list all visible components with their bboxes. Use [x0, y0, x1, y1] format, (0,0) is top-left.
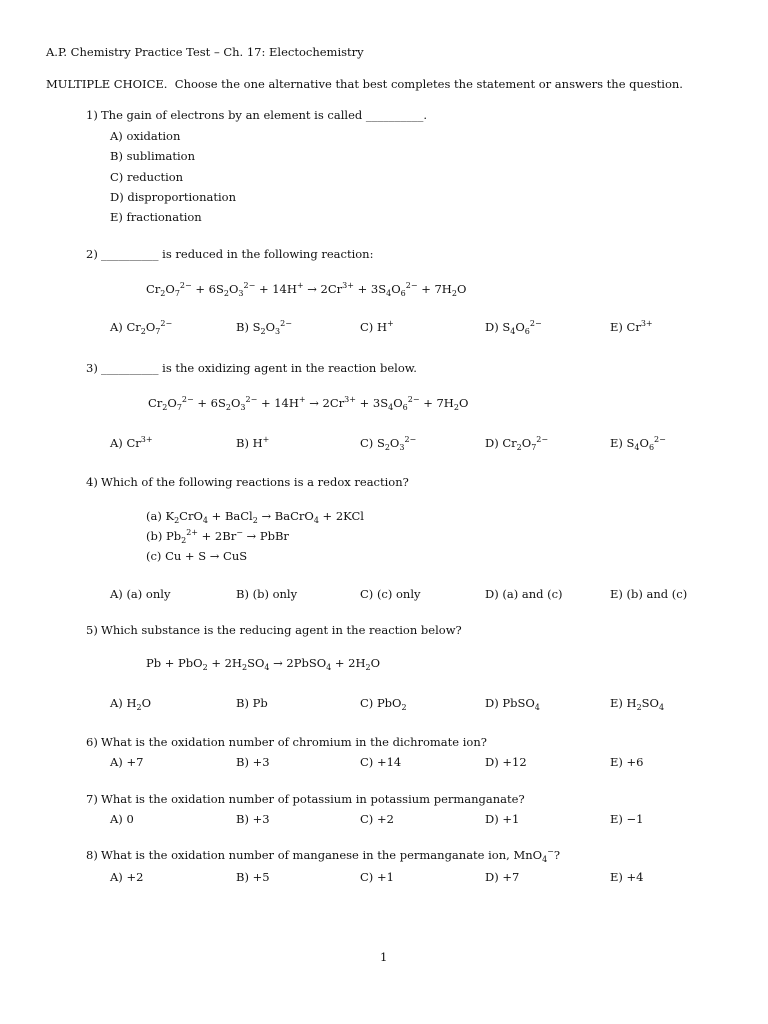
- answer-choice-d[interactable]: D) +7: [485, 870, 520, 884]
- question-number: 4): [86, 475, 98, 489]
- answer-choice-b[interactable]: B) +3: [236, 755, 270, 769]
- answer-choice-e[interactable]: E) $Cr^{3+}$: [610, 319, 653, 334]
- reaction-option-a: (a) $K_2CrO_4$ + BaCl$_2$ → BaCrO$_4$ + 2KCl: [146, 509, 364, 525]
- question-number: 7): [86, 792, 98, 806]
- answer-choice-d[interactable]: D) disproportionation: [110, 190, 236, 204]
- answer-choice-c[interactable]: C) reduction: [110, 170, 184, 184]
- page-title: A.P. Chemistry Practice Test – Ch. 17: Electochemistry: [46, 45, 364, 59]
- answer-choice-d[interactable]: D) $Cr_2O_7^{2-}$: [485, 435, 549, 452]
- answer-choice-b[interactable]: B) sublimation: [110, 149, 196, 163]
- answer-choice-e[interactable]: E) fractionation: [110, 210, 202, 224]
- answer-choice-c[interactable]: C) (c) only: [360, 587, 421, 601]
- reaction-equation: $Pb + PbO_2 + 2H_2SO_4$ → 2PbSO$_4$ + $2H_2O$: [146, 656, 381, 672]
- reaction-option-b: (b) $Pb_2^{2+} + 2Br^-$ → PbBr: [146, 528, 289, 545]
- answer-choice-c[interactable]: C) +1: [360, 870, 394, 884]
- question-stem: What is the oxidation number of potassium in potassium permanganate?: [101, 792, 525, 806]
- answer-choice-e[interactable]: E) +4: [610, 870, 644, 884]
- answer-choice-c[interactable]: C) +14: [360, 755, 402, 769]
- answer-choice-e[interactable]: E) $S_4O_6^{2-}$: [610, 435, 666, 452]
- question-stem: Which substance is the reducing agent in the reaction below?: [101, 623, 462, 637]
- answer-choice-d[interactable]: D) PbSO$_4$: [485, 696, 540, 712]
- answer-choice-b[interactable]: B) Pb: [236, 696, 268, 710]
- answer-choice-a[interactable]: A) oxidation: [110, 129, 181, 143]
- answer-choice-d[interactable]: D) (a) and (c): [485, 587, 563, 601]
- reaction-option-c: (c) Cu + S → CuS: [146, 549, 248, 563]
- answer-choice-c[interactable]: C) H+: [360, 319, 394, 334]
- answer-choice-b[interactable]: B) H+: [236, 435, 270, 450]
- answer-choice-b[interactable]: B) +5: [236, 870, 270, 884]
- answer-choice-a[interactable]: A) (a) only: [110, 587, 171, 601]
- page-number: 1: [380, 950, 388, 964]
- question-stem: What is the oxidation number of manganese in the permanganate ion, MnO$_4$−?: [101, 847, 561, 864]
- instructions: [46, 79, 683, 91]
- question-number: 1): [86, 108, 98, 122]
- reaction-equation: $Cr_2O_7^{2-} + 6S_2O_3^{2-} + 14H^+ \to 2Cr^{3+} + 3S_4O_6^{2-} + 7H_2O$: [148, 395, 469, 412]
- answer-choice-a[interactable]: A) $H_2O$: [110, 696, 152, 712]
- answer-choice-c[interactable]: C) $S_2O_3^{2-}$: [360, 435, 417, 452]
- answer-choice-b[interactable]: B) $S_2O_3^{2-}$: [236, 319, 292, 336]
- answer-choice-e[interactable]: E) (b) and (c): [610, 587, 688, 601]
- answer-choice-d[interactable]: D) $S_4O_6^{2-}$: [485, 319, 542, 336]
- answer-choice-c[interactable]: C) PbO$_2$: [360, 696, 407, 712]
- question-number: 8): [86, 848, 98, 862]
- question-number: 6): [86, 735, 98, 749]
- answer-choice-b[interactable]: B) +3: [236, 812, 270, 826]
- answer-choice-e[interactable]: E) $H_2SO_4$: [610, 696, 665, 712]
- answer-choice-e[interactable]: E) −1: [610, 812, 644, 826]
- answer-choice-a[interactable]: A) $Cr_2O_7^{2-}$: [110, 319, 173, 336]
- instructions-text: Choose the one alternative that best completes the statement or answers the question.: [174, 77, 683, 91]
- answer-choice-d[interactable]: D) +12: [485, 755, 527, 769]
- answer-choice-a[interactable]: A) $Cr^{3+}$: [110, 435, 153, 450]
- question-number: 5): [86, 623, 98, 637]
- reaction-equation: $Cr_2O_7^{2-} + 6S_2O_3^{2-} + 14H^+ \to 2Cr^{3+} + 3S_4O_6^{2-} + 7H_2O$: [146, 281, 467, 298]
- question-stem: __________ is the oxidizing agent in the reaction below.: [101, 361, 417, 375]
- answer-choice-a[interactable]: A) +7: [110, 755, 144, 769]
- question-number: 2): [86, 247, 98, 261]
- question-stem: The gain of electrons by an element is called __________.: [101, 108, 428, 122]
- answer-choice-a[interactable]: A) +2: [110, 870, 144, 884]
- question-stem: __________ is reduced in the following reaction:: [101, 247, 374, 261]
- question-stem: Which of the following reactions is a redox reaction?: [101, 475, 409, 489]
- answer-choice-d[interactable]: D) +1: [485, 812, 520, 826]
- answer-choice-e[interactable]: E) +6: [610, 755, 644, 769]
- question-stem: What is the oxidation number of chromium in the dichromate ion?: [101, 735, 487, 749]
- answer-choice-c[interactable]: C) +2: [360, 812, 394, 826]
- instructions-label: MULTIPLE CHOICE.: [46, 77, 168, 91]
- answer-choice-b[interactable]: B) (b) only: [236, 587, 298, 601]
- answer-choice-a[interactable]: A) 0: [110, 812, 134, 826]
- question-number: 3): [86, 361, 98, 375]
